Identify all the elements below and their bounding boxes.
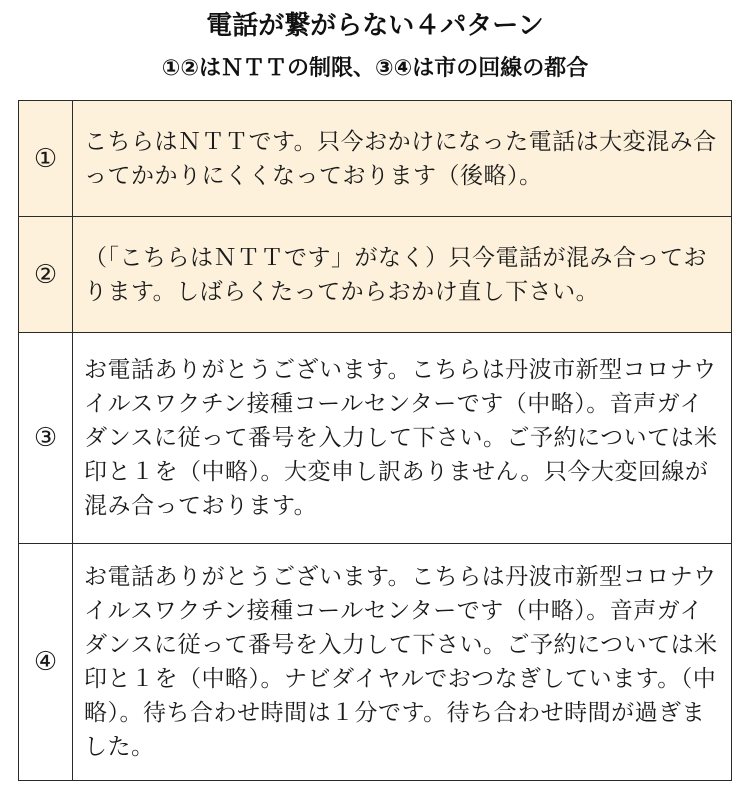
table-row-pattern-2 — [19, 217, 732, 333]
page-subtitle: ①②はＮＴＴの制限、③④は市の回線の都合 — [161, 56, 589, 81]
pattern-number-4: ④ — [19, 544, 73, 781]
pattern-message-3: お電話ありがとうございます。こちらは丹波市新型コロナウイルスワクチン接種コールセンターです（中略）。音声ガイダンスに従って番号を入力して下さい。ご予約については米印と１を（中略）。大変申し訳ありません。只今大変回線が混み合っております。 — [73, 333, 732, 544]
pattern-number-2: ② — [19, 217, 73, 333]
pattern-number-1: ① — [19, 101, 73, 217]
table-row-pattern-4 — [19, 544, 732, 781]
page-title: 電話が繋がらない４パターン — [206, 11, 544, 41]
table-row-pattern-1 — [19, 101, 732, 217]
pattern-message-2: （「こちらはＮＴＴです」がなく）只今電話が混み合っております。しばらくたってからおかけ直し下さい。 — [73, 217, 732, 333]
pattern-number-3: ③ — [19, 333, 73, 544]
table-row-pattern-3 — [19, 333, 732, 544]
pattern-table — [18, 100, 732, 781]
pattern-message-1: こちらはＮＴＴです。只今おかけになった電話は大変混み合ってかかりにくくなっております（後略）。 — [73, 101, 732, 217]
pattern-message-4: お電話ありがとうございます。こちらは丹波市新型コロナウイルスワクチン接種コールセンターです（中略）。音声ガイダンスに従って番号を入力して下さい。ご予約については米印と１を（中略）。ナビダイヤルでおつなぎしています。（中略）。待ち合わせ時間は１分です。待ち合わせ時間が過ぎました。 — [73, 544, 732, 781]
